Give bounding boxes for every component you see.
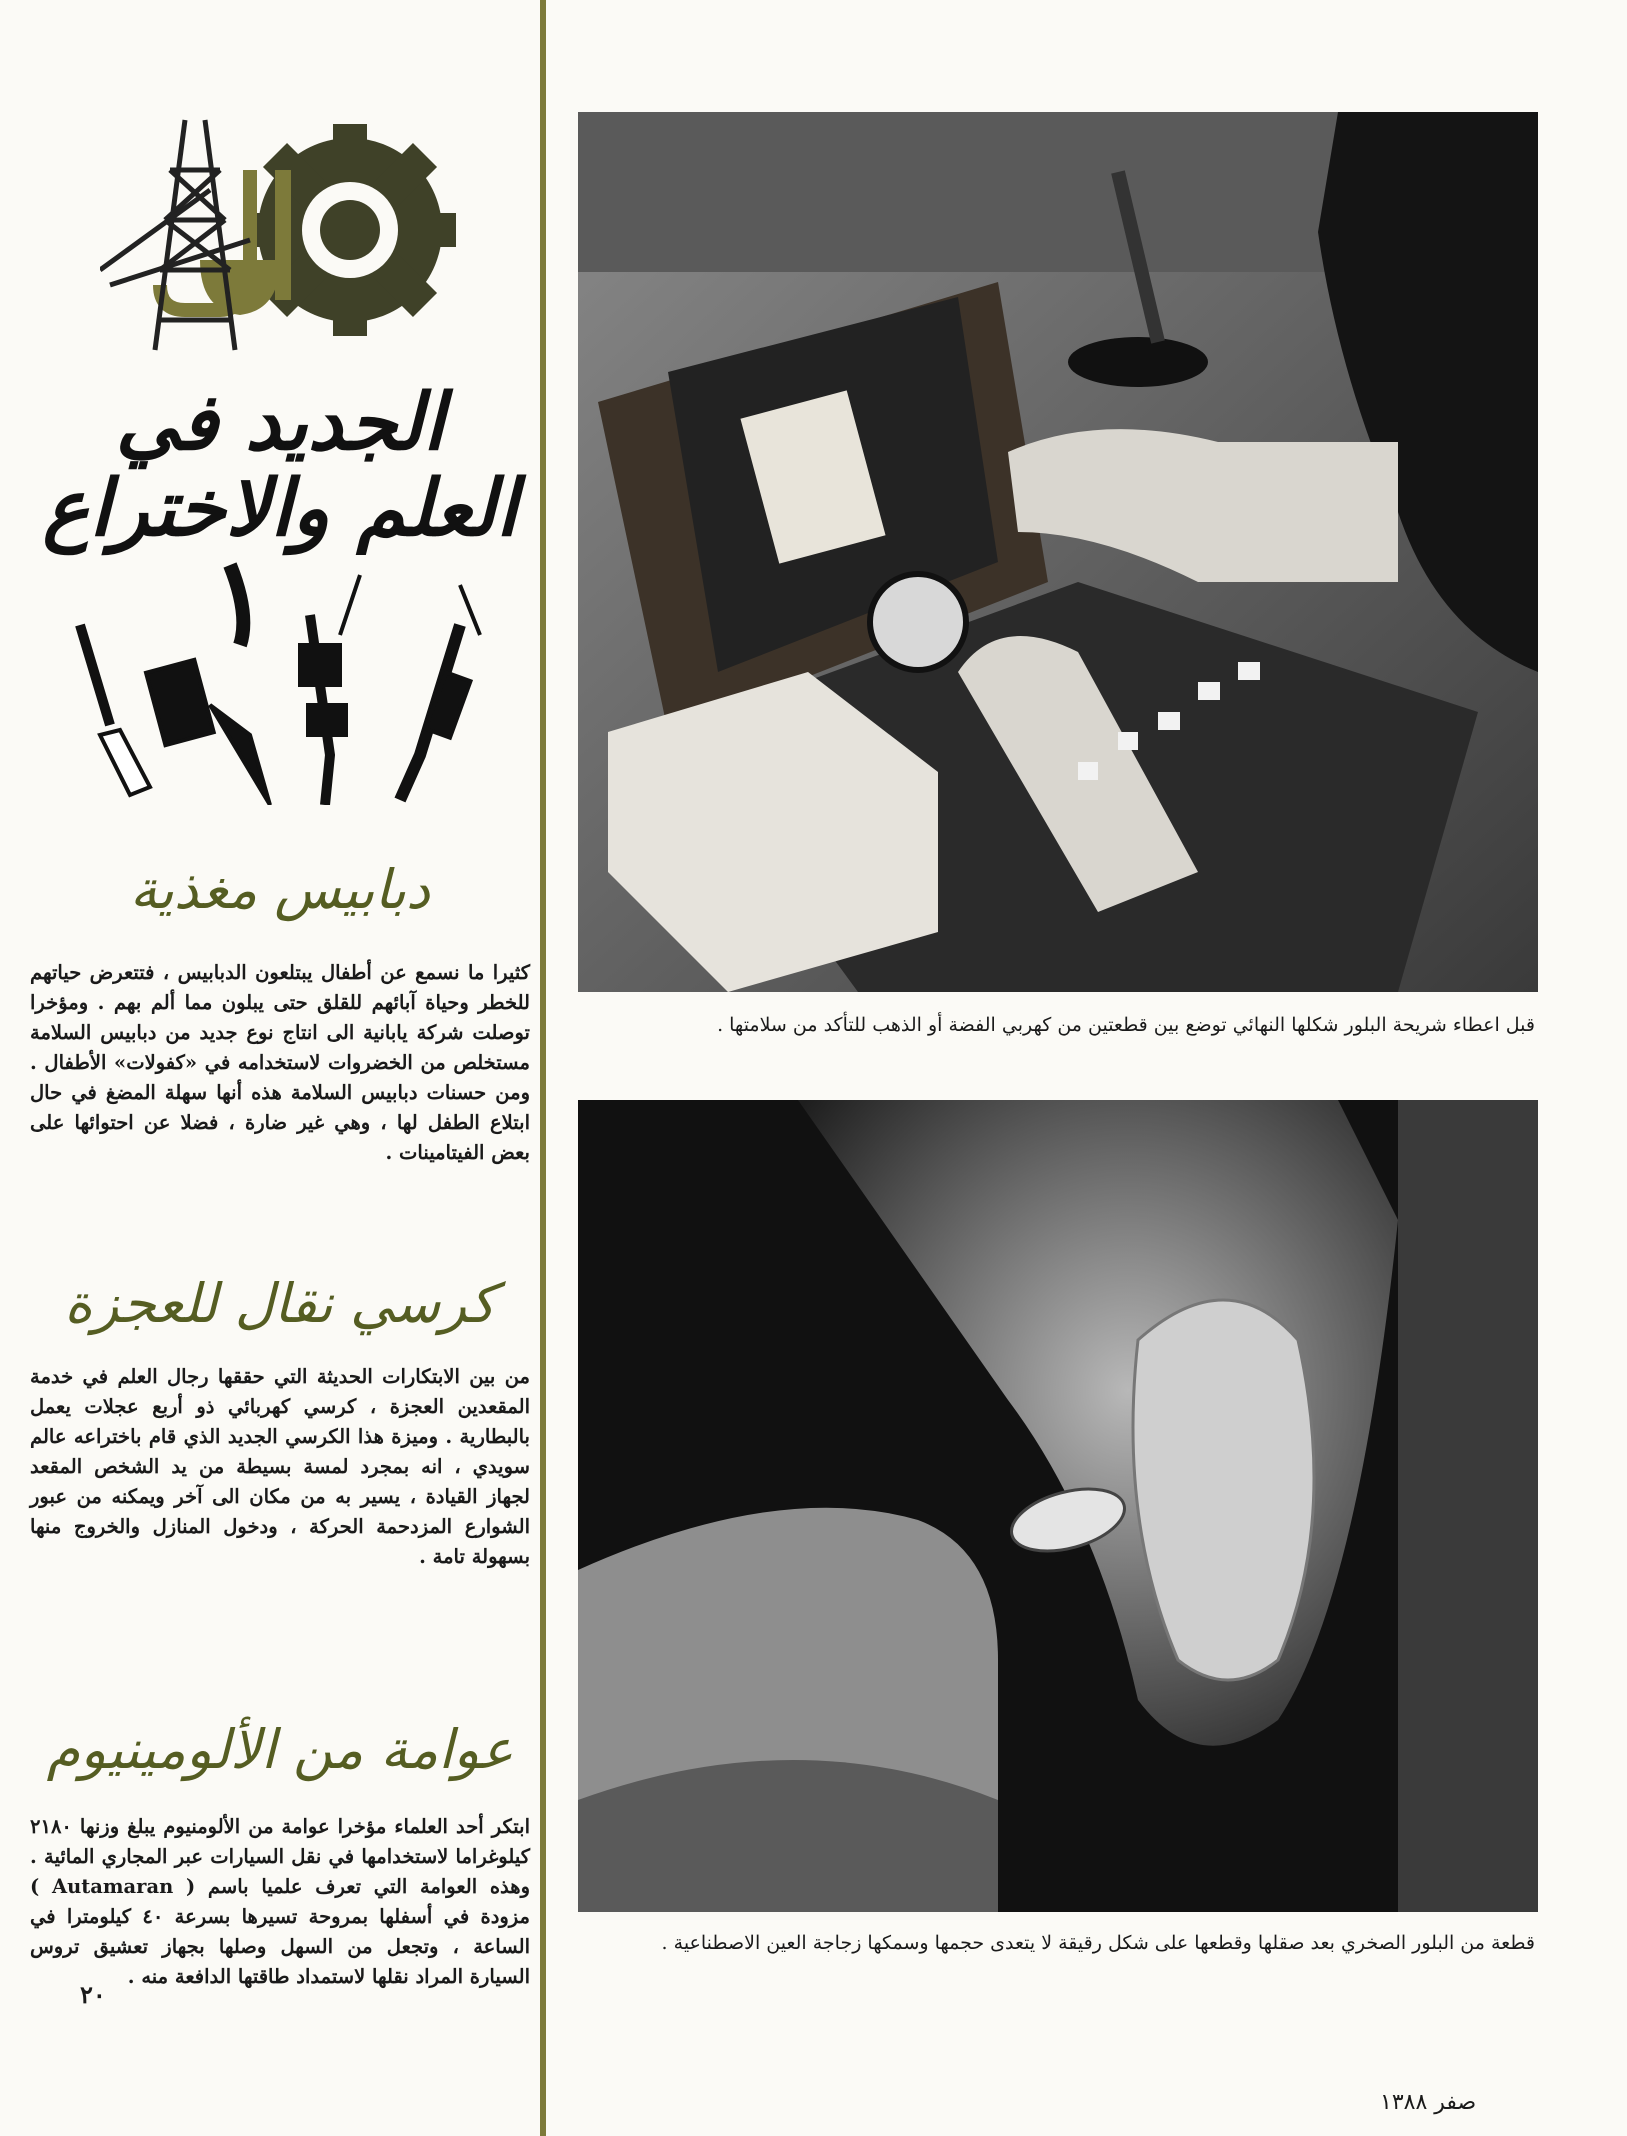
issue-date: صفر ١٣٨٨ xyxy=(1380,2090,1477,2115)
section-title-float: عوامة من الألومينيوم xyxy=(46,1718,514,1781)
tools-illustration xyxy=(40,555,530,805)
eraser-icon xyxy=(146,660,214,745)
screwdriver-icon xyxy=(80,625,150,795)
science-industry-logo xyxy=(100,110,480,370)
blade-icon xyxy=(210,565,270,805)
photo-crystal-wafer xyxy=(578,1100,1538,1912)
section-title-pins: دبابيس مغذية xyxy=(129,858,431,921)
pen-knife-icon xyxy=(400,585,480,800)
photo-caption-1: قبل اعطاء شريحة البلور شكلها النهائي توضع بين قطعتين من كهربي الفضة أو الذهب للتأكد من سلامتها . xyxy=(717,1014,1535,1036)
column-divider xyxy=(540,0,546,2136)
pipe-icon xyxy=(300,575,360,805)
photo-caption-2: قطعة من البلور الصخري بعد صقلها وقطعها على شكل رقيقة لا يتعدى حجمها وسمكها زجاجة العين الاصطناعية . xyxy=(661,1932,1535,1954)
photo-crystal-testing xyxy=(578,112,1538,992)
section-title-wheelchair: كرسي نقال للعجزة xyxy=(64,1272,496,1335)
left-column xyxy=(30,0,530,2136)
page-title: الجديد في العلم والاختراع xyxy=(42,377,518,554)
section-body-wheelchair: من بين الابتكارات الحديثة التي حققها رجال العلم في خدمة المقعدين العجزة ، كرسي كهربائي ذو أربع عجلات يعمل بالبطارية . وميزة هذا الكرسي الجديد الذي قام باختراعه عالم سويدي ، انه بمجرد لمسة بسيطة من يد الشخص المقعد لجهاز القيادة ، يسير به من مكان الى آخر ويمكنه من عبور الشوارع المزدحمة الحركة ، ودخول المنازل والخروج منها بسهولة تامة . xyxy=(30,1365,530,1568)
section-body-pins: كثيرا ما نسمع عن أطفال يبتلعون الدبابيس ، فتتعرض حياتهم للخطر وحياة آبائهم للقلق حتى يبلون مما ألم بهم . ومؤخرا توصلت شركة يابانية الى انتاج نوع جديد من دبابيس السلامة مستخلص من الخضروات لاستخدامه في «كفولات» الأطفال . ومن حسنات دبابيس السلامة هذه أنها سهلة المضغ في حال ابتلاع الطفل لها ، وهي غير ضارة ، فضلا عن احتوائها على بعض الفيتامينات . xyxy=(30,961,530,1164)
page-number: ٢٠ xyxy=(80,1980,106,2009)
section-body-float: ابتكر أحد العلماء مؤخرا عوامة من الألومنيوم يبلغ وزنها ٢١٨٠ كيلوغراما لاستخدامها في نقل السيارات عبر المجاري المائية . وهذه العوامة التي تعرف علميا باسم ( Autamaran ) مزودة في أسفلها بمروحة تسيرها بسرعة ٤٠ كيلومترا في الساعة ، وتجعل من السهل وصلها بجهاز تعشيق تروس السيارة المراد نقلها لاستمداد طاقتها الدافعة منه . xyxy=(30,1815,530,1988)
